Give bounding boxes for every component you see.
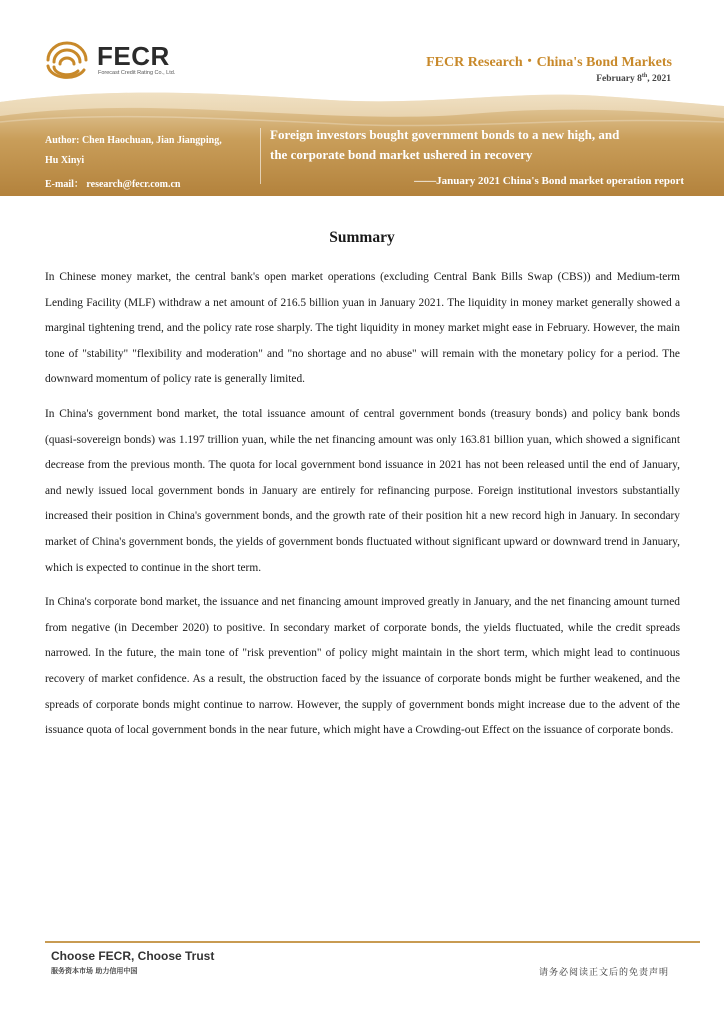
summary-paragraph: In Chinese money market, the central bank's open market operations (excluding Central Bank Bills Swap (CBS)) and Medium-term Lending Facility (MLF) withdraw a net amount of 216.5 billion yuan in January 2021. The liquidity in money market generally showed a marginal tightening trend, and the policy rate rose sharply. The tight liquidity in money market might ease in February. However, the main tone of "stability" "flexibility and moderation" and "no shortage and no abuse" will remain with the monetary policy for a period. The downward momentum of policy rate is generally limited. (45, 271, 680, 386)
summary-paragraph: In China's government bond market, the total issuance amount of central government bonds (treasury bonds) and policy bank bonds (quasi-sovereign bonds) was 1.197 trillion yuan, while the net financing amount was only 163.81 billion yuan, which showed a significant decrease from the previous month. The quota for local government bond issuance in 2021 has not been released until the end of January, and newly issued local government bonds in January are entirely for refinancing purpose. Foreign institutional investors substantially increased their position in China's government bonds, and the growth rate of their position hit a new record high in January. In secondary market of China's government bonds, the yields of government bonds fluctuated without significant upward or downward trend in January, which is expected to continue in the short term. (45, 407, 680, 574)
footer-slogan: Choose FECR, Choose Trust (51, 949, 215, 963)
brand-name: FECR (97, 41, 170, 71)
author-line-2: Hu Xinyi (45, 155, 85, 166)
brand-subtitle: Forecast Credit Rating Co., Ltd. (98, 70, 176, 76)
summary-heading: Summary (329, 229, 395, 246)
email-line: E-mail： research@fecr.com.cn (45, 179, 181, 190)
report-title: Foreign investors bought government bonds to a new high, and the corporate bond market ushered in recovery (270, 127, 620, 162)
header-divider (260, 128, 261, 184)
summary-paragraph: In China's corporate bond market, the issuance and net financing amount improved greatly in January, and the net financing amount turned from negative (in December 2020) to positive. In secondary market of corporate bonds, the yields fluctuated, while the credit spreads narrowed. In the future, the main tone of "risk prevention" of policy might maintain in the short term, which might lead to continuous recovery of market confidence. As a result, the obstruction faced by the issuance of corporate bonds might be further weakened, and the spreads of corporate bonds might continue to narrow. However, the supply of government bonds might increase due to the advent of the issuance quota of local government bonds in the near future, which might have a Crowding-out Effect on the issuance of corporate bonds. (45, 596, 680, 737)
summary-body (45, 265, 680, 753)
author-line: Author: Chen Haochuan, Jian Jiangping, (45, 135, 222, 146)
report-series: FECR Research・China's Bond Markets (426, 55, 672, 70)
footer-divider (45, 941, 700, 943)
footer-slogan-cn: 服务资本市场 助力信用中国 (51, 967, 138, 975)
fecr-logo-icon (44, 40, 90, 80)
footer-disclaimer: 请务必阅读正文后的免责声明 (538, 968, 669, 978)
fecr-logo (44, 40, 184, 82)
report-subtitle: ——January 2021 China's Bond market operation report (414, 175, 684, 187)
report-date: February 8th, 2021 (596, 73, 671, 85)
